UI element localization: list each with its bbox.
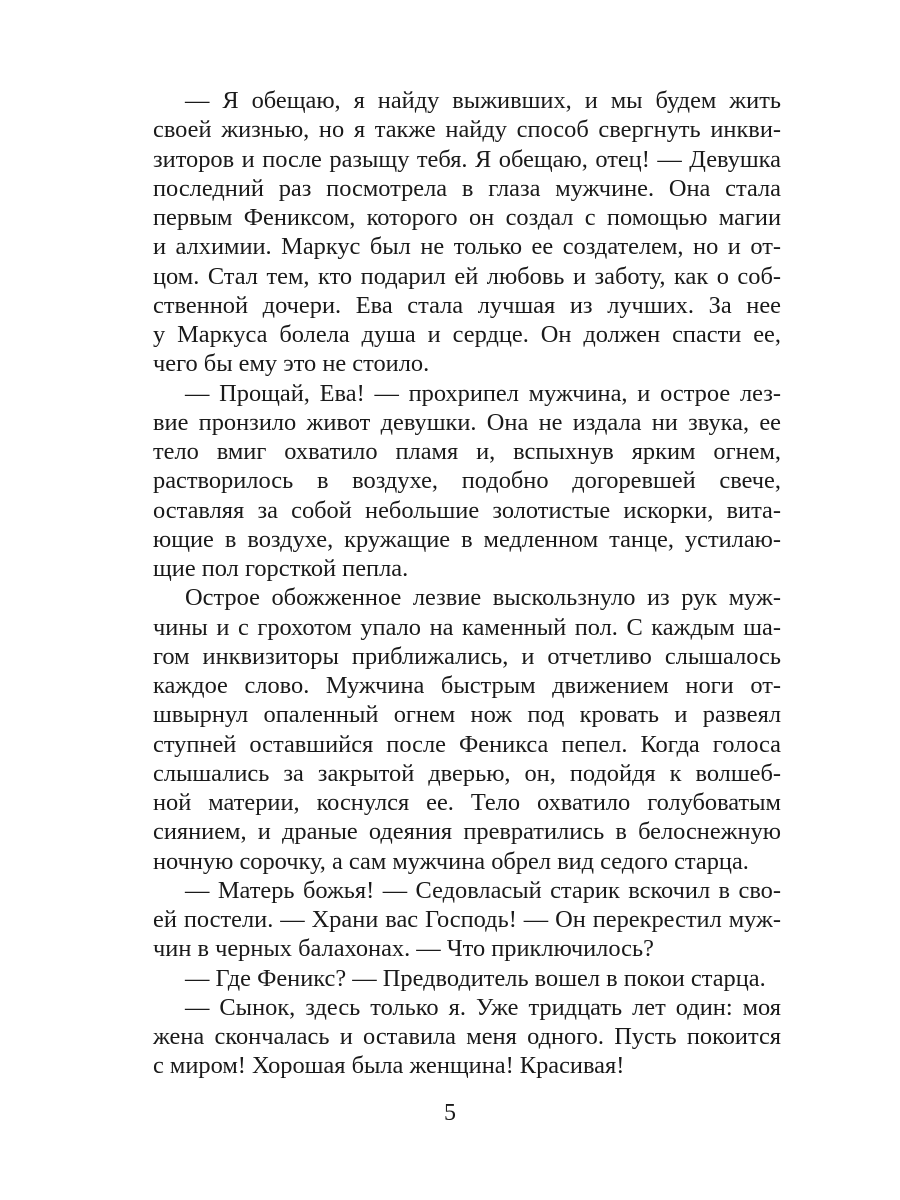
- text-line: ей постели. — Храни вас Господь! — Он перекрестил муж-: [153, 906, 781, 933]
- text-line: ступней оставшийся после Феникса пепел. Когда голоса: [153, 730, 781, 758]
- text-line: — Я обещаю, я найду выживших, и мы будем жить: [185, 87, 781, 114]
- text-line: чин в черных балахонах. — Что приключилось?: [153, 935, 654, 963]
- text-line: чего бы ему это не стоило.: [153, 350, 430, 378]
- text-line: последний раз посмотрела в глаза мужчине. Она стала: [153, 174, 781, 202]
- text-line: — Где Феникс? — Предводитель вошел в покои старца.: [185, 964, 766, 992]
- text-line: с миром! Хорошая была женщина! Красивая!: [153, 1052, 625, 1080]
- text-line: чины и с грохотом упало на каменный пол. С каждым ша-: [153, 613, 781, 641]
- text-line: жена скончалась и оставила меня одного. Пусть покоится: [153, 1023, 781, 1050]
- text-line: — Прощай, Ева! — прохрипел мужчина, и острое лез-: [185, 379, 781, 407]
- text-line: Острое обожженное лезвие выскользнуло из рук муж-: [185, 584, 781, 612]
- text-line: — Матерь божья! — Седовласый старик вскочил в сво-: [185, 876, 781, 904]
- text-line: ственной дочери. Ева стала лучшая из лучших. За нее: [153, 291, 781, 319]
- text-line: оставляя за собой небольшие золотистые искорки, вита-: [153, 496, 781, 524]
- text-line: цом. Стал тем, кто подарил ей любовь и заботу, как о соб-: [153, 262, 781, 290]
- page-number: 5: [444, 1100, 456, 1126]
- text-line: ющие в воздухе, кружащие в медленном танце, устилаю-: [153, 525, 781, 553]
- text-line: слышались за закрытой дверью, он, подойдя к волшеб-: [153, 759, 781, 787]
- text-line: каждое слово. Мужчина быстрым движением ноги от-: [153, 672, 781, 699]
- text-line: тело вмиг охватило пламя и, вспыхнув ярким огнем,: [153, 438, 781, 465]
- text-line: своей жизнью, но я также найду способ свергнуть инкви-: [153, 116, 781, 144]
- text-line: щие пол горсткой пепла.: [153, 555, 409, 582]
- body-text: [153, 86, 781, 1081]
- text-line: зиторов и после разыщу тебя. Я обещаю, отец! — Девушка: [153, 145, 781, 173]
- text-line: — Сынок, здесь только я. Уже тридцать лет один: моя: [185, 993, 781, 1021]
- text-line: ной материи, коснулся ее. Тело охватило голубоватым: [153, 789, 781, 816]
- text-line: сиянием, и драные одеяния превратились в белоснежную: [153, 818, 781, 846]
- text-line: швырнул опаленный огнем нож под кровать и развеял: [153, 701, 781, 729]
- text-line: гом инквизиторы приближались, и отчетливо слышалось: [153, 642, 781, 670]
- text-line: ночную сорочку, а сам мужчина обрел вид седого старца.: [153, 847, 749, 875]
- text-line: у Маркуса болела душа и сердце. Он должен спасти ее,: [153, 321, 781, 348]
- text-line: первым Фениксом, которого он создал с помощью магии: [153, 204, 781, 231]
- text-line: и алхимии. Маркус был не только ее создателем, но и от-: [153, 233, 781, 261]
- text-line: вие пронзило живот девушки. Она не издала ни звука, ее: [153, 408, 781, 436]
- text-line: растворилось в воздухе, подобно догоревшей свече,: [153, 467, 781, 495]
